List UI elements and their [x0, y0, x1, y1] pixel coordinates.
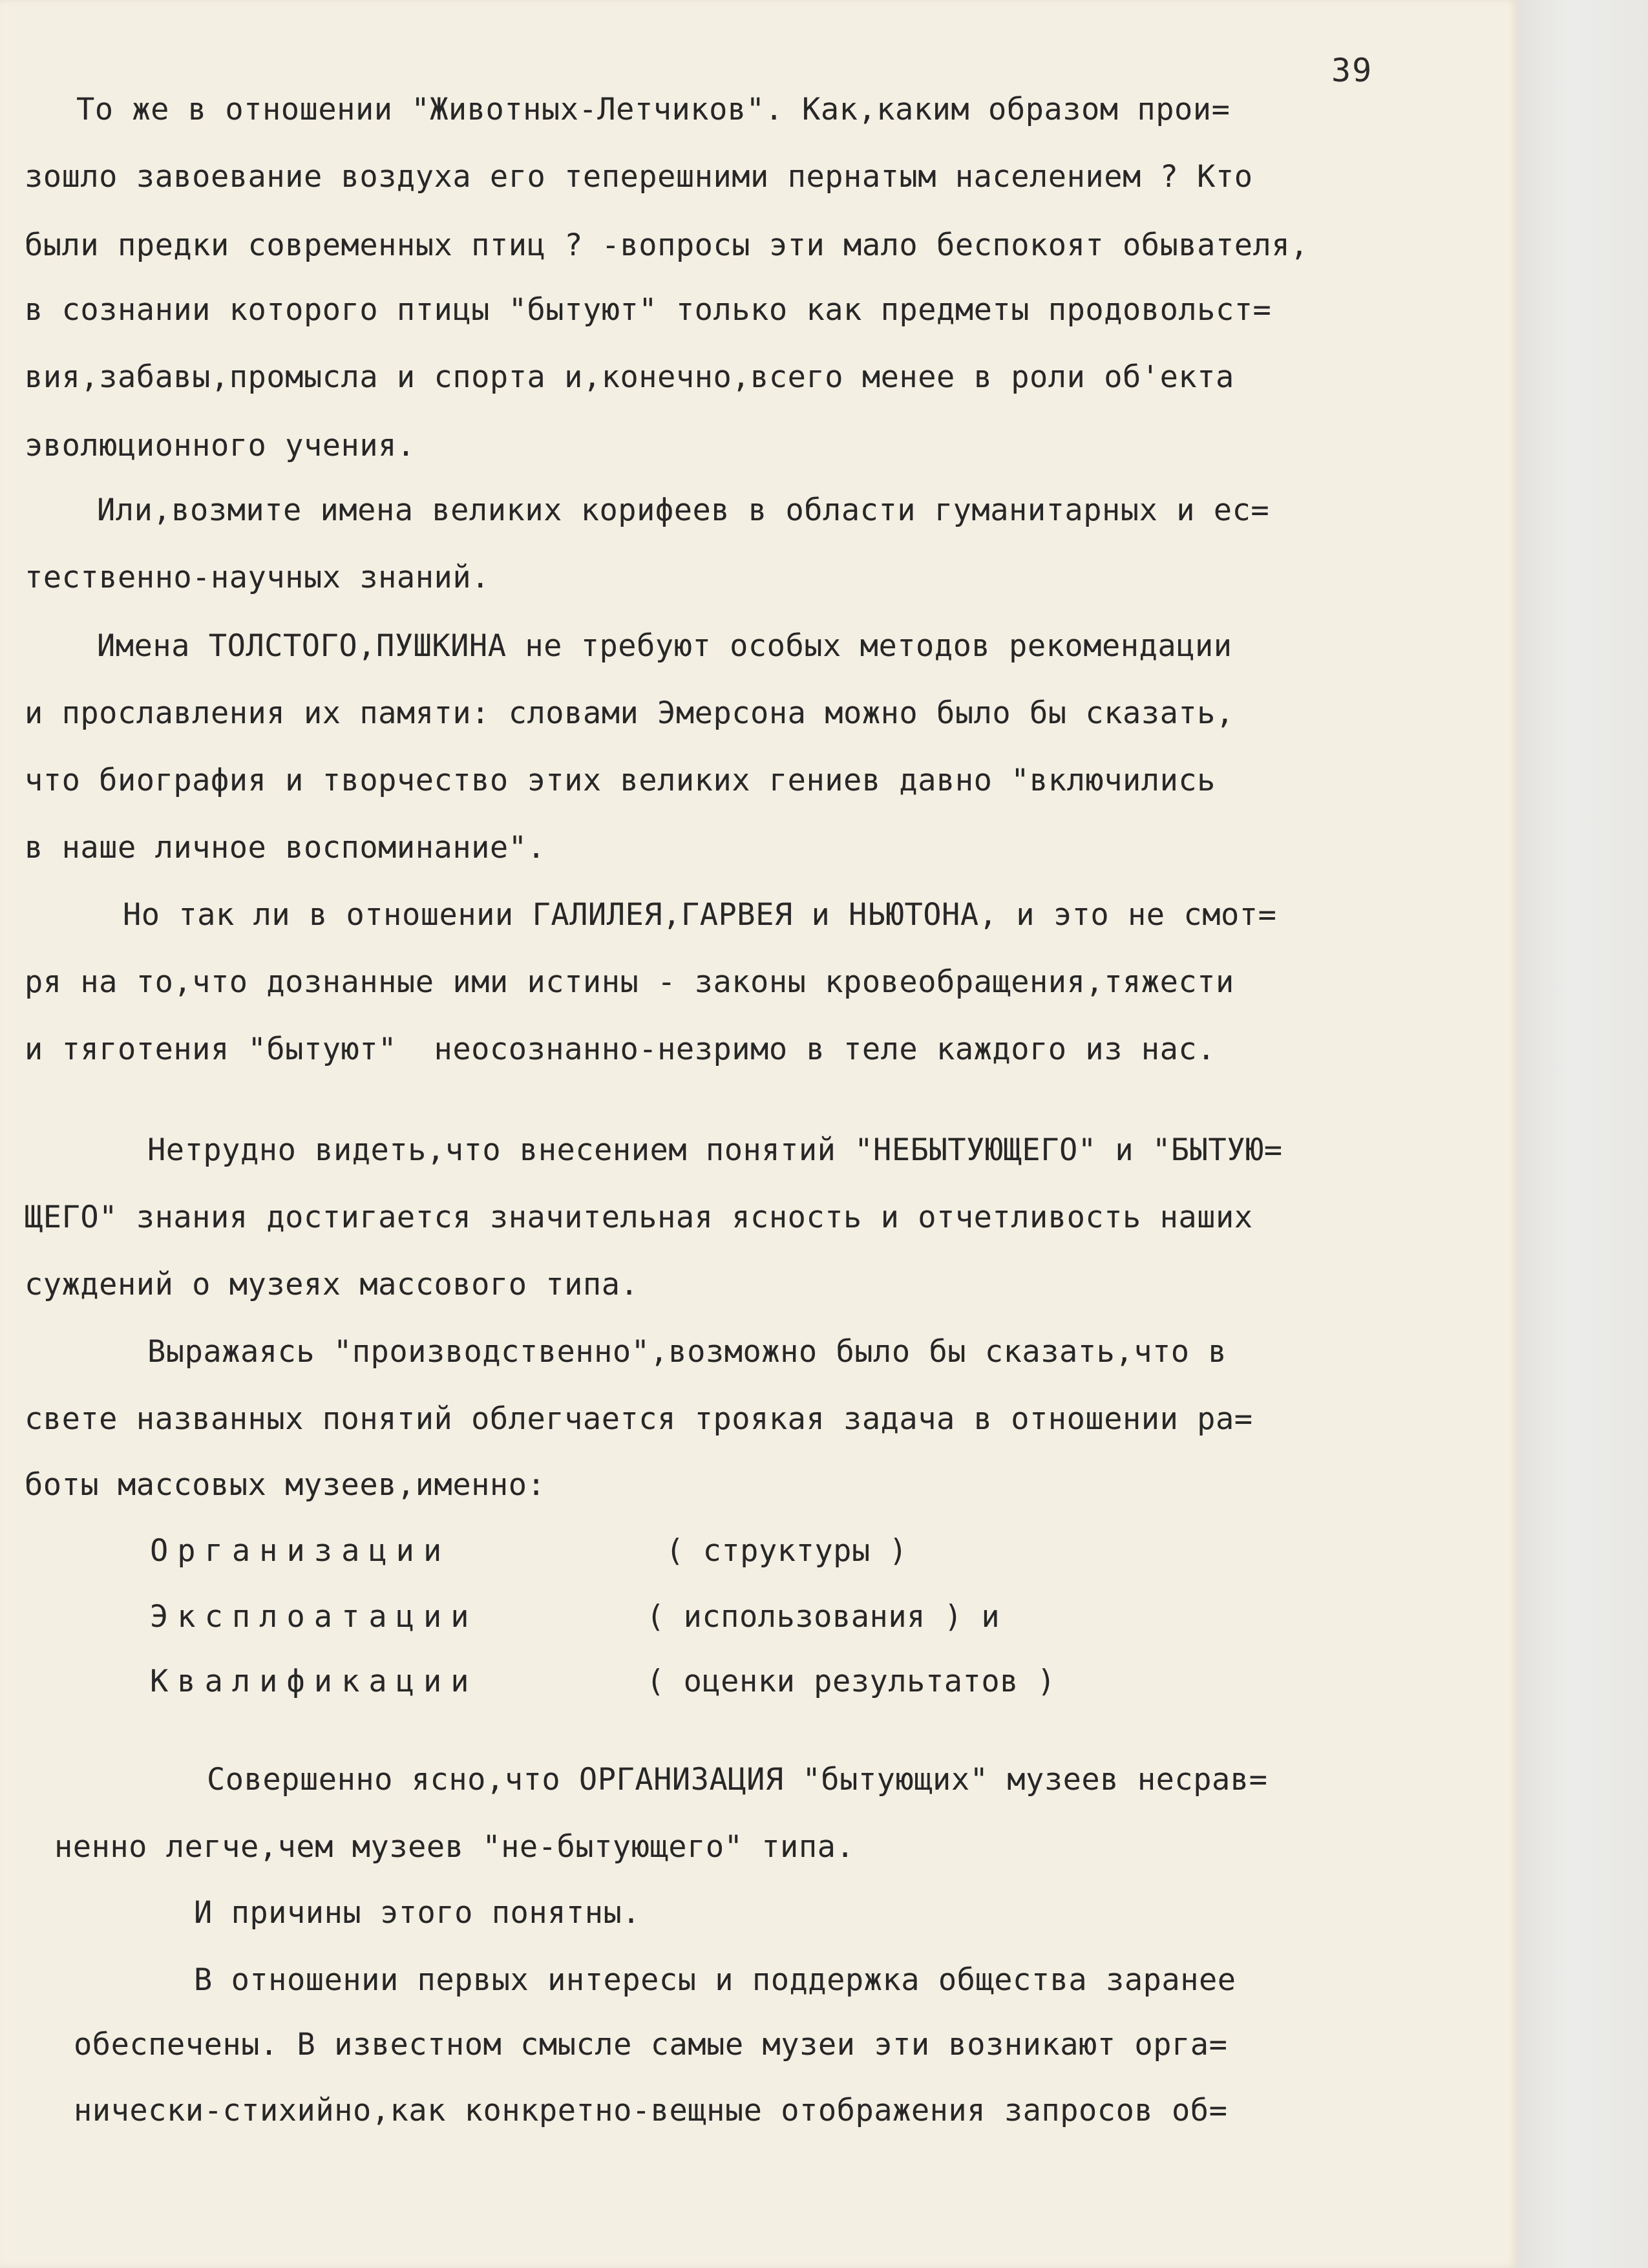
text-line: Или,возмите имена великих корифеев в области гуманитарных и ес=	[97, 493, 1270, 528]
list-item-organization-note: ( структуры )	[666, 1533, 908, 1569]
page-number: 39	[1331, 52, 1373, 89]
text-line: В отношении первых интересы и поддержка общества заранее	[194, 1962, 1236, 1998]
text-line: что биография и творчество этих великих гениев давно "включились	[25, 763, 1216, 798]
text-line: и тяготения "бытуют" неосознанно-незримо в теле каждого из нас.	[25, 1032, 1216, 1067]
list-item-exploitation: Эксплоатации	[150, 1599, 478, 1635]
text-line: и прославления их памяти: словами Эмерсона можно было бы сказать,	[25, 695, 1234, 731]
text-line: тественно-научных знаний.	[25, 560, 490, 595]
list-item-exploitation-note: ( использования ) и	[646, 1599, 1000, 1635]
text-line: Выражаясь "производственно",возможно было бы сказать,что в	[147, 1334, 1227, 1370]
text-line: ря на то,что дознанные ими истины - законы кровеобращения,тяжести	[25, 964, 1234, 1000]
background-margin	[1517, 0, 1648, 2268]
text-line: эволюционного учения.	[25, 428, 416, 463]
text-line: То же в отношении "Животных-Летчиков". Как,каким образом прои=	[76, 92, 1231, 127]
text-line: в сознании которого птицы "бытуют" только как предметы продовольст=	[25, 292, 1272, 328]
list-item-organization: Организации	[150, 1533, 451, 1569]
list-item-qualification: Квалификации	[150, 1664, 478, 1699]
text-line: были предки современных птиц ? -вопросы эти мало беспокоят обывателя,	[25, 228, 1309, 263]
text-line: вия,забавы,промысла и спорта и,конечно,всего менее в роли об'екта	[25, 359, 1234, 395]
text-line: Совершенно ясно,что ОРГАНИЗАЦИЯ "бытующих" музеев несрав=	[207, 1762, 1268, 1797]
text-line: зошло завоевание воздуха его теперешними пернатым населением ? Кто	[25, 159, 1253, 195]
text-line: Нетрудно видеть,что внесением понятий "НЕБЫТУЮЩЕГО" и "БЫТУЮ=	[147, 1132, 1283, 1168]
text-line: суждений о музеях массового типа.	[25, 1267, 639, 1302]
text-line: в наше личное воспоминание".	[25, 830, 546, 865]
text-line: свете названных понятий облегчается троякая задача в отношении ра=	[25, 1401, 1253, 1437]
text-line: обеспечены. В известном смысле самые музеи эти возникают орга=	[74, 2027, 1228, 2062]
list-item-qualification-note: ( оценки результатов )	[646, 1664, 1056, 1699]
text-line: ЩЕГО" знания достигается значительная ясность и отчетливость наших	[25, 1200, 1253, 1235]
text-line: Имена ТОЛСТОГО,ПУШКИНА не требуют особых методов рекомендации	[97, 628, 1232, 664]
text-line: Но так ли в отношении ГАЛИЛЕЯ,ГАРВЕЯ и НЬЮТОНА, и это не смот=	[123, 897, 1277, 933]
text-line: ненно легче,чем музеев "не-бытующего" типа.	[54, 1829, 855, 1865]
text-line: боты массовых музеев,именно:	[25, 1467, 546, 1503]
text-line: И причины этого понятны.	[194, 1895, 641, 1931]
text-line: нически-стихийно,как конкретно-вещные отображения запросов об=	[74, 2093, 1228, 2128]
